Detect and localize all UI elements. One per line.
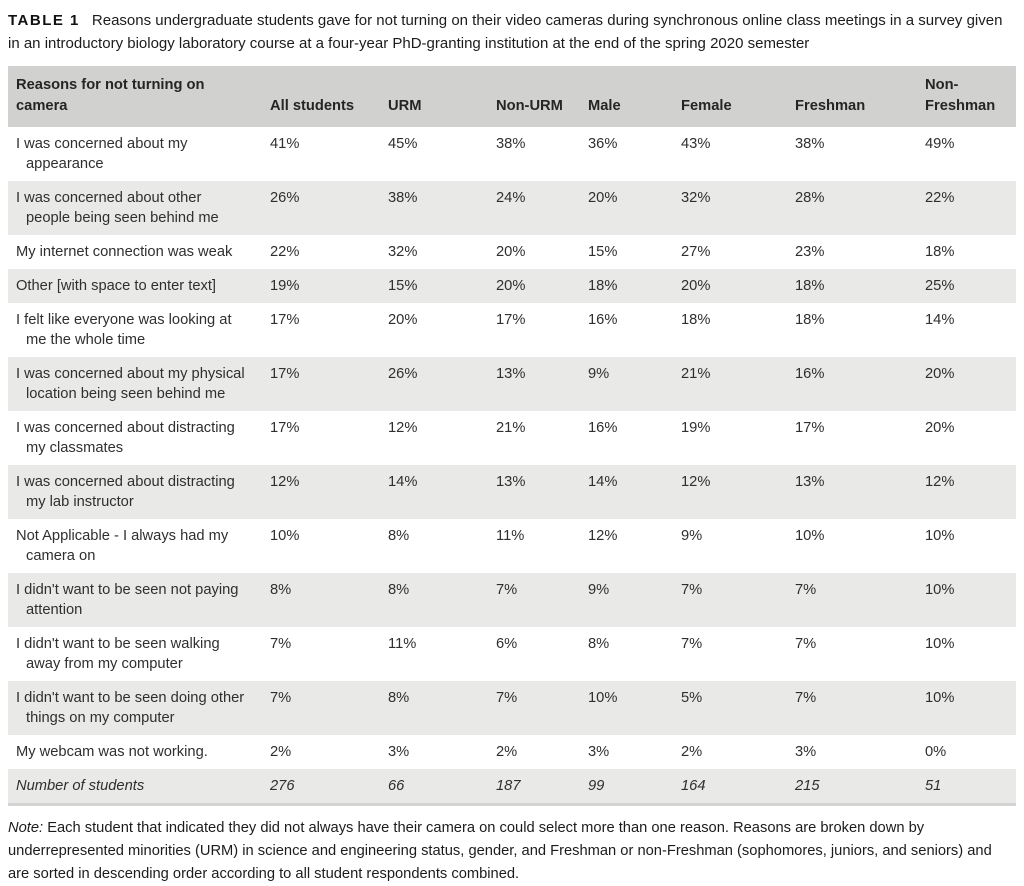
value-cell: 17% <box>270 312 300 328</box>
value-cell: 164 <box>681 778 706 794</box>
value-cell: 3% <box>388 744 410 760</box>
value-cell: 23% <box>795 244 825 260</box>
value-cell: 10% <box>925 528 955 544</box>
value-cell: 21% <box>681 366 711 382</box>
value-cell: 9% <box>588 582 610 598</box>
value-cell: 7% <box>795 582 817 598</box>
reason-cell: I didn't want to be seen not paying attention <box>16 582 239 618</box>
value-cell: 41% <box>270 136 300 152</box>
value-cell: 21% <box>496 420 526 436</box>
reason-cell: I was concerned about distracting my classmates <box>16 420 235 456</box>
reason-cell: I was concerned about my physical location being seen behind me <box>16 366 245 402</box>
value-cell: 36% <box>588 136 618 152</box>
value-cell: 7% <box>795 690 817 706</box>
value-cell: 9% <box>588 366 610 382</box>
value-cell: 7% <box>496 582 518 598</box>
value-cell: 17% <box>496 312 526 328</box>
value-cell: 7% <box>795 636 817 652</box>
value-cell: 10% <box>795 528 825 544</box>
value-cell: 17% <box>270 420 300 436</box>
value-cell: 12% <box>388 420 418 436</box>
reason-cell: Number of students <box>16 778 145 794</box>
column-header: Non-URM <box>496 66 588 127</box>
value-cell: 12% <box>588 528 618 544</box>
value-cell: 8% <box>388 582 410 598</box>
table-row <box>8 519 1016 573</box>
value-cell: 10% <box>925 636 955 652</box>
value-cell: 38% <box>388 190 418 206</box>
totals-row <box>8 769 1016 805</box>
value-cell: 20% <box>496 278 526 294</box>
value-cell: 18% <box>681 312 711 328</box>
value-cell: 38% <box>496 136 526 152</box>
value-cell: 38% <box>795 136 825 152</box>
value-cell: 14% <box>925 312 955 328</box>
value-cell: 7% <box>681 636 703 652</box>
value-cell: 18% <box>795 312 825 328</box>
value-cell: 6% <box>496 636 518 652</box>
reason-cell: I was concerned about other people being seen behind me <box>16 190 219 226</box>
value-cell: 99 <box>588 778 605 794</box>
value-cell: 14% <box>588 474 618 490</box>
value-cell: 20% <box>925 420 955 436</box>
value-cell: 28% <box>795 190 825 206</box>
value-cell: 13% <box>795 474 825 490</box>
table-row <box>8 411 1016 465</box>
value-cell: 32% <box>681 190 711 206</box>
value-cell: 17% <box>795 420 825 436</box>
value-cell: 2% <box>681 744 703 760</box>
table-row <box>8 269 1016 303</box>
value-cell: 18% <box>925 244 955 260</box>
value-cell: 8% <box>588 636 610 652</box>
value-cell: 18% <box>588 278 618 294</box>
value-cell: 12% <box>270 474 300 490</box>
note-text: Each student that indicated they did not always have their camera on could select more than one reason. Reasons are broken down by underrepresented minorities (URM) in science and engineering status, gender, and Freshman or non-Freshman (sophomores, juniors, and seniors) and are sorted in descending order according to all student respondents combined. <box>8 820 992 882</box>
value-cell: 187 <box>496 778 521 794</box>
table-row <box>8 681 1016 735</box>
reason-cell: Other [with space to enter text] <box>16 278 217 294</box>
value-cell: 13% <box>496 366 526 382</box>
table-row <box>8 235 1016 269</box>
reason-cell: Not Applicable - I always had my camera on <box>16 528 229 564</box>
value-cell: 10% <box>925 582 955 598</box>
value-cell: 22% <box>270 244 300 260</box>
value-cell: 15% <box>388 278 418 294</box>
reason-cell: I didn't want to be seen walking away from my computer <box>16 636 220 672</box>
value-cell: 0% <box>925 744 947 760</box>
data-table <box>8 66 1016 806</box>
value-cell: 11% <box>496 528 525 544</box>
table-label: TABLE 1 <box>8 12 80 29</box>
value-cell: 22% <box>925 190 955 206</box>
column-header: Freshman <box>795 66 925 127</box>
value-cell: 45% <box>388 136 418 152</box>
header-row <box>8 66 1016 127</box>
column-header: URM <box>388 66 496 127</box>
table-note <box>8 817 1016 886</box>
value-cell: 10% <box>270 528 300 544</box>
table-row <box>8 627 1016 681</box>
value-cell: 10% <box>588 690 618 706</box>
value-cell: 276 <box>270 778 295 794</box>
reason-cell: My webcam was not working. <box>16 744 208 760</box>
reason-cell: I was concerned about distracting my lab instructor <box>16 474 235 510</box>
table-caption <box>8 9 1012 55</box>
value-cell: 19% <box>681 420 711 436</box>
table-row <box>8 735 1016 769</box>
value-cell: 215 <box>795 778 820 794</box>
value-cell: 14% <box>388 474 418 490</box>
value-cell: 26% <box>388 366 418 382</box>
column-header: Non-Freshman <box>925 66 1016 127</box>
value-cell: 51 <box>925 778 942 794</box>
value-cell: 12% <box>681 474 711 490</box>
value-cell: 2% <box>496 744 518 760</box>
value-cell: 19% <box>270 278 300 294</box>
table-row <box>8 127 1016 181</box>
value-cell: 7% <box>270 690 292 706</box>
reason-cell: I felt like everyone was looking at me the whole time <box>16 312 232 348</box>
value-cell: 27% <box>681 244 711 260</box>
reason-cell: I didn't want to be seen doing other things on my computer <box>16 690 245 726</box>
column-header: Female <box>681 66 795 127</box>
table-row <box>8 357 1016 411</box>
value-cell: 11% <box>388 636 417 652</box>
value-cell: 8% <box>388 690 410 706</box>
table-row <box>8 181 1016 235</box>
value-cell: 20% <box>588 190 618 206</box>
column-header: Reasons for not turning on camera <box>8 66 270 127</box>
note-label: Note: <box>8 820 44 836</box>
value-cell: 8% <box>388 528 410 544</box>
value-cell: 20% <box>925 366 955 382</box>
value-cell: 49% <box>925 136 955 152</box>
value-cell: 12% <box>925 474 955 490</box>
table-caption-text: Reasons undergraduate students gave for not turning on their video cameras during synchronous online class meetings in a survey given in an introductory biology laboratory course at a four-year PhD-granting institution at the end of the spring 2020 semester <box>8 12 1003 52</box>
value-cell: 18% <box>795 278 825 294</box>
value-cell: 26% <box>270 190 300 206</box>
value-cell: 20% <box>388 312 418 328</box>
value-cell: 32% <box>388 244 418 260</box>
value-cell: 16% <box>795 366 825 382</box>
value-cell: 7% <box>270 636 292 652</box>
value-cell: 66 <box>388 778 405 794</box>
value-cell: 5% <box>681 690 703 706</box>
value-cell: 7% <box>496 690 518 706</box>
value-cell: 43% <box>681 136 711 152</box>
value-cell: 16% <box>588 420 618 436</box>
value-cell: 20% <box>496 244 526 260</box>
value-cell: 8% <box>270 582 292 598</box>
reason-cell: I was concerned about my appearance <box>16 136 188 172</box>
value-cell: 10% <box>925 690 955 706</box>
value-cell: 25% <box>925 278 955 294</box>
value-cell: 3% <box>588 744 610 760</box>
value-cell: 7% <box>681 582 703 598</box>
value-cell: 24% <box>496 190 526 206</box>
value-cell: 13% <box>496 474 526 490</box>
table-row <box>8 465 1016 519</box>
value-cell: 20% <box>681 278 711 294</box>
column-header: Male <box>588 66 681 127</box>
table-row <box>8 303 1016 357</box>
table-row <box>8 573 1016 627</box>
value-cell: 17% <box>270 366 300 382</box>
value-cell: 15% <box>588 244 618 260</box>
value-cell: 2% <box>270 744 292 760</box>
reason-cell: My internet connection was weak <box>16 244 233 260</box>
value-cell: 9% <box>681 528 703 544</box>
value-cell: 16% <box>588 312 618 328</box>
column-header: All students <box>270 66 388 127</box>
value-cell: 3% <box>795 744 817 760</box>
